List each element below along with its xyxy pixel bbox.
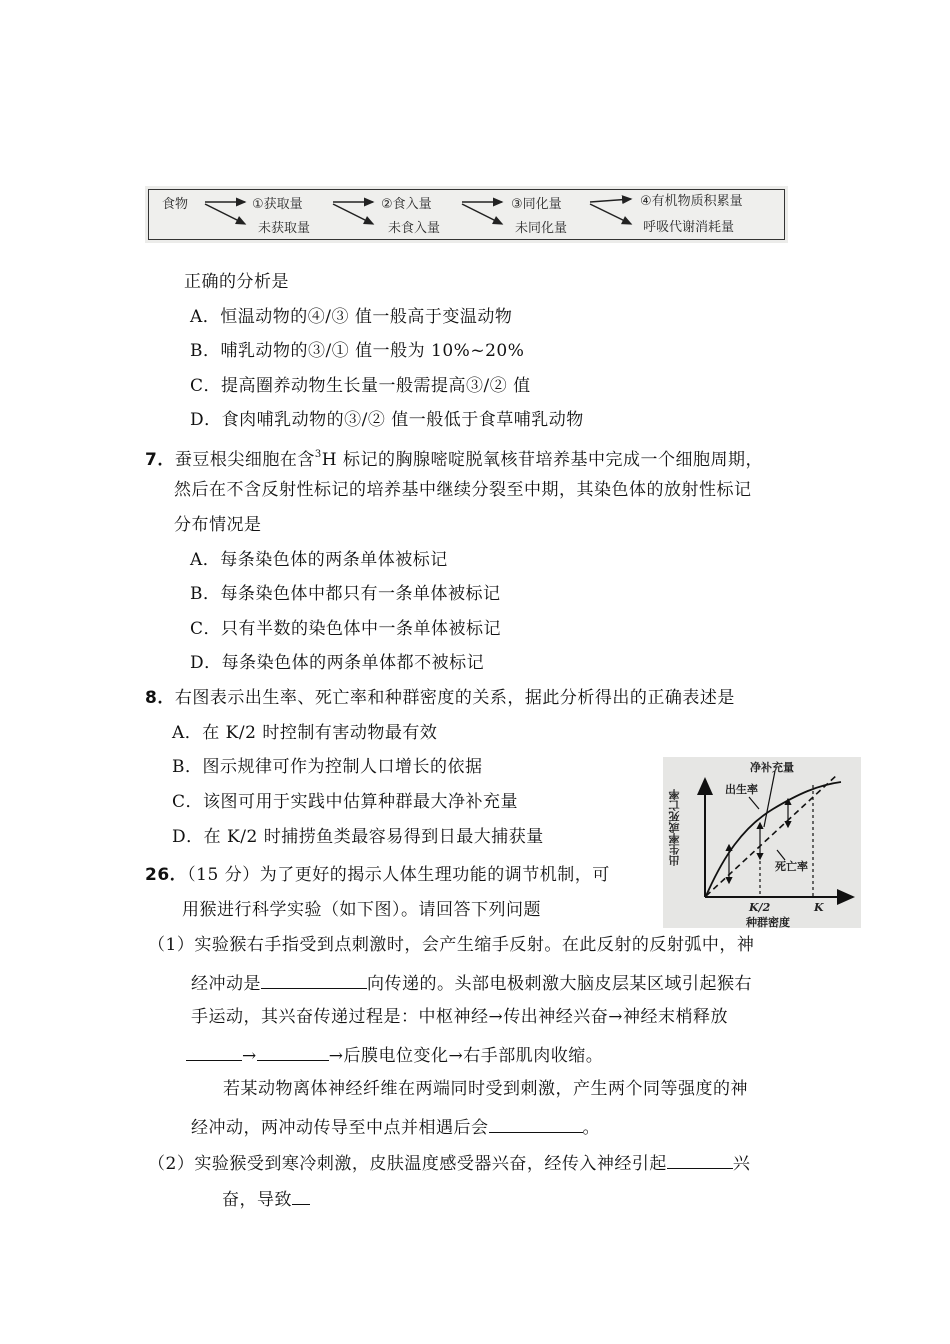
- option-text: 该图可用于实践中估算种群最大净补充量: [203, 792, 519, 812]
- y-axis-label: 出生率或死亡率: [668, 789, 681, 866]
- option-text: 每条染色体中都只有一条单体被标记: [220, 584, 501, 604]
- q8-stem: [145, 687, 735, 709]
- question-number: 8．: [145, 688, 175, 708]
- flow-node-not-ingested: 未食入量: [388, 221, 441, 236]
- birth-rate-label: 出生率: [725, 783, 758, 796]
- q8-option-a: [172, 722, 437, 744]
- option-text: 只有半数的染色体中一条单体被标记: [221, 619, 502, 639]
- q7-stem-line2: 然后在不含反射性标记的培养基中继续分裂至中期，其染色体的放射性标记: [174, 480, 752, 500]
- isotope-symbol: H: [321, 450, 338, 470]
- q26-part1-line4: [186, 1042, 603, 1067]
- answer-blank-6[interactable]: [292, 1186, 310, 1205]
- q7-option-a: [190, 549, 448, 571]
- q7-option-b: [190, 583, 501, 605]
- flow-node-acquired: ①获取量: [252, 197, 303, 212]
- q26-part1-line3: 手运动，其兴奋传递过程是：中枢神经→传出神经兴奋→神经末梢释放: [191, 1007, 728, 1027]
- q6-option-a: [190, 306, 512, 328]
- q7-stem-line1: [145, 444, 763, 471]
- q7-text: 蚕豆根尖细胞在含: [174, 450, 315, 470]
- net-recruitment-label: 净补充量: [750, 761, 794, 774]
- option-text: 在 K/2 时控制有害动物最有效: [202, 723, 438, 743]
- option-label: B．: [190, 584, 221, 604]
- isotope-superscript: 3: [314, 449, 322, 460]
- answer-blank-1[interactable]: [261, 970, 367, 989]
- option-text: 在 K/2 时捕捞鱼类最容易得到日最大捕获量: [203, 827, 544, 847]
- flow-node-not-assimilated: 未同化量: [515, 221, 568, 236]
- q26-stem-line1: [145, 864, 610, 886]
- flow-node-respiration: 呼吸代谢消耗量: [643, 220, 735, 235]
- q8-option-d: [172, 826, 544, 848]
- option-label: D．: [190, 653, 222, 673]
- q7-option-c: [190, 618, 501, 640]
- q6-option-b: [190, 340, 524, 362]
- text: →后膜电位变化→右手部肌肉收缩。: [328, 1046, 604, 1066]
- q8-text: 右图表示出生率、死亡率和种群密度的关系，据此分析得出的正确表述是: [174, 688, 735, 708]
- flow-node-accumulated: ④有机物质积累量: [640, 194, 743, 209]
- option-text: 每条染色体的两条单体都不被标记: [221, 653, 485, 673]
- q26-part1-line5: 若某动物离体神经纤维在两端同时受到刺激，产生两个同等强度的神: [223, 1079, 748, 1099]
- text: 奋，导致: [222, 1190, 292, 1210]
- birth-death-rate-chart: [663, 757, 861, 928]
- energy-flow-diagram: [145, 186, 788, 243]
- question-number: 7．: [145, 450, 175, 470]
- option-label: C．: [190, 376, 222, 396]
- option-label: D．: [190, 410, 222, 430]
- option-label: A．: [172, 723, 203, 743]
- answer-blank-4[interactable]: [489, 1114, 583, 1133]
- q26-text: （15 分）为了更好的揭示人体生理功能的调节机制，可: [187, 865, 610, 885]
- q26-part1-line1: （1）实验猴右手指受到点刺激时，会产生缩手反射。在此反射的反射弧中，神: [148, 935, 755, 955]
- option-label: A．: [190, 550, 221, 570]
- birth-rate-curve: [706, 782, 841, 896]
- option-text: 恒温动物的④/③ 值一般高于变温动物: [220, 307, 513, 327]
- option-text: 图示规律可作为控制人口增长的依据: [202, 757, 483, 777]
- text: 经冲动，两冲动传导至中点并相遇后会: [191, 1118, 489, 1138]
- q26-stem-line2: 用猴进行科学实验（如下图）。请回答下列问题: [182, 900, 541, 920]
- flow-node-not-acquired: 未获取量: [258, 221, 311, 236]
- arrow: →: [242, 1046, 257, 1066]
- q7-stem-line3: 分布情况是: [174, 515, 262, 535]
- answer-blank-3[interactable]: [257, 1042, 329, 1061]
- flow-node-ingested: ②食入量: [381, 197, 432, 212]
- q26-part2-line1: [148, 1150, 750, 1175]
- text: 兴: [732, 1154, 751, 1174]
- x-tick-k-half: K/2: [749, 901, 771, 914]
- q7-option-d: [190, 652, 484, 674]
- q7-text-cont: 标记的胸腺嘧啶脱氧核苷培养基中完成一个细胞周期，: [337, 450, 763, 470]
- option-label: B．: [190, 341, 221, 361]
- x-tick-k: K: [814, 901, 824, 914]
- q6-stem: 正确的分析是: [184, 272, 289, 292]
- option-text: 每条染色体的两条单体被标记: [220, 550, 448, 570]
- death-rate-label: 死亡率: [775, 860, 808, 873]
- q26-part2-line2: [222, 1186, 310, 1211]
- q26-part1-line6: [191, 1114, 600, 1139]
- text: 。: [582, 1118, 600, 1138]
- answer-blank-5[interactable]: [667, 1150, 733, 1169]
- text: 向传递的。头部电极刺激大脑皮层某区域引起猴右: [367, 974, 752, 994]
- q8-option-c: [172, 791, 518, 813]
- option-label: C．: [190, 619, 222, 639]
- x-axis-label: 种群密度: [746, 916, 790, 929]
- q6-option-d: [190, 409, 584, 431]
- q8-option-b: [172, 756, 483, 778]
- option-label: D．: [172, 827, 204, 847]
- option-label: A．: [190, 307, 221, 327]
- option-label: B．: [172, 757, 203, 777]
- option-text: 提高圈养动物生长量一般需提高③/② 值: [221, 376, 531, 396]
- q26-part1-line2: [191, 970, 752, 995]
- question-number: 26．: [145, 865, 188, 885]
- option-text: 食肉哺乳动物的③/② 值一般低于食草哺乳动物: [221, 410, 584, 430]
- option-text: 哺乳动物的③/① 值一般为 10%~20%: [220, 341, 525, 361]
- flow-node-food: 食物: [162, 197, 189, 212]
- flow-node-assimilated: ③同化量: [511, 197, 562, 212]
- q6-option-c: [190, 375, 531, 397]
- answer-blank-2[interactable]: [186, 1042, 242, 1061]
- option-label: C．: [172, 792, 204, 812]
- text: 经冲动是: [191, 974, 261, 994]
- text: （2）实验猴受到寒冷刺激，皮肤温度感受器兴奋，经传入神经引起: [148, 1154, 667, 1174]
